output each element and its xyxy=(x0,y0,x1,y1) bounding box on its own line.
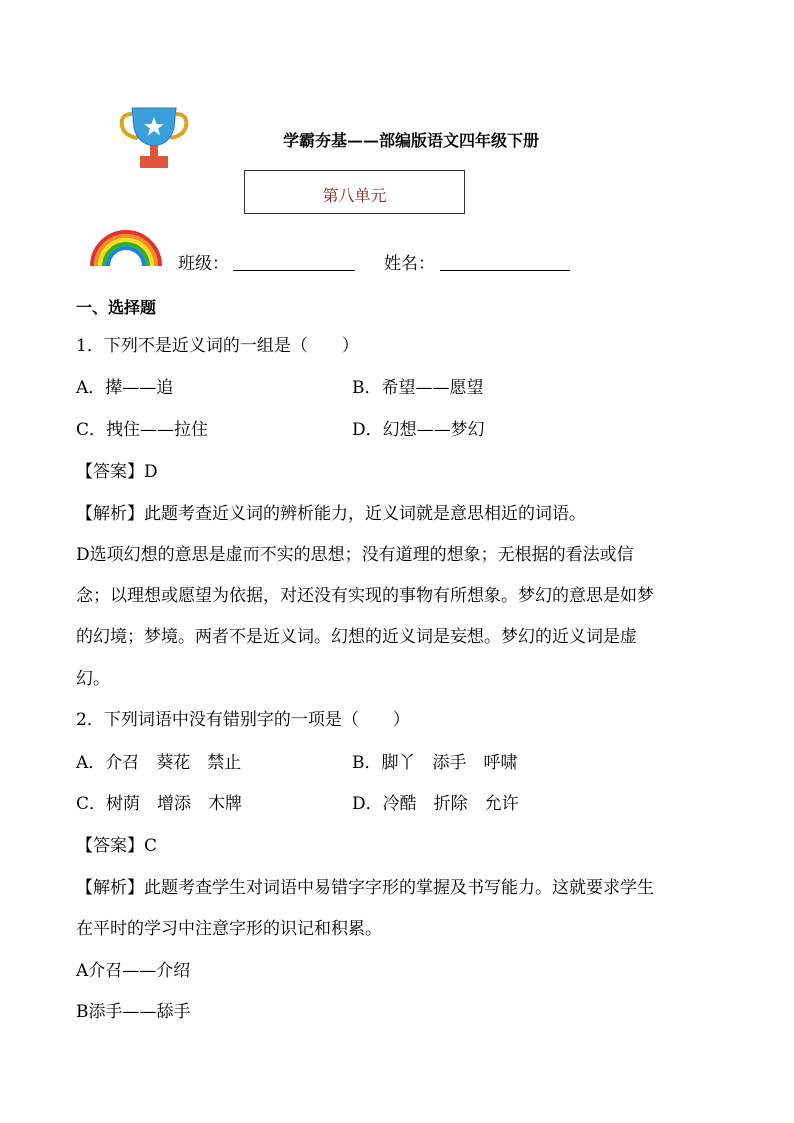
rainbow-icon xyxy=(88,226,164,268)
unit-label: 第八单元 xyxy=(322,186,387,205)
q1-option-d: D．幻想——梦幻 xyxy=(352,420,485,440)
q2-answer: 【答案】C xyxy=(76,836,158,856)
q1-analysis-line: 的幻境；梦境。两者不是近义词。幻想的近义词是妄想。梦幻的近义词是虚 xyxy=(76,627,637,647)
q2-option-b: B．脚丫 添手 呼啸 xyxy=(352,753,518,773)
q2-option-a: A．介召 葵花 禁止 xyxy=(76,753,242,773)
name-field[interactable] xyxy=(440,270,570,271)
q2-analysis-line: 【解析】此题考查学生对词语中易错字字形的掌握及书写能力。这就要求学生 xyxy=(76,878,654,898)
q1-option-b: B．希望——愿望 xyxy=(352,378,484,398)
page-title: 学霸夯基——部编版语文四年级下册 xyxy=(283,131,540,150)
q1-answer: 【答案】D xyxy=(76,462,158,482)
q2-stem: 2．下列词语中没有错别字的一项是（ ） xyxy=(76,710,410,730)
q2-analysis-line: B添手——舔手 xyxy=(76,1002,191,1022)
q1-analysis-line: D选项幻想的意思是虚而不实的思想；没有道理的想象；无根据的看法或信 xyxy=(76,545,634,565)
q1-stem: 1．下列不是近义词的一组是（ ） xyxy=(76,336,359,356)
q1-analysis-line: 幻。 xyxy=(76,669,110,689)
q2-option-c: C．树荫 增添 木牌 xyxy=(76,794,243,814)
trophy-icon xyxy=(118,104,190,170)
q2-option-d: D．冷酷 折除 允许 xyxy=(352,794,519,814)
q2-analysis-line: A介召——介绍 xyxy=(76,961,191,981)
class-label: 班级： xyxy=(178,254,229,274)
section-heading: 一、选择题 xyxy=(76,298,157,317)
q1-option-c: C．拽住——拉住 xyxy=(76,420,209,440)
q1-option-a: A．撵——追 xyxy=(76,378,174,398)
q1-analysis-line: 【解析】此题考查近义词的辨析能力，近义词就是意思相近的词语。 xyxy=(76,504,586,524)
unit-box xyxy=(244,170,465,214)
q1-analysis-line: 念；以理想或愿望为依据，对还没有实现的事物有所想象。梦幻的意思是如梦 xyxy=(76,586,654,606)
class-field[interactable] xyxy=(233,270,355,271)
q2-analysis-line: 在平时的学习中注意字形的识记和积累。 xyxy=(76,919,382,939)
name-label: 姓名： xyxy=(384,254,435,274)
